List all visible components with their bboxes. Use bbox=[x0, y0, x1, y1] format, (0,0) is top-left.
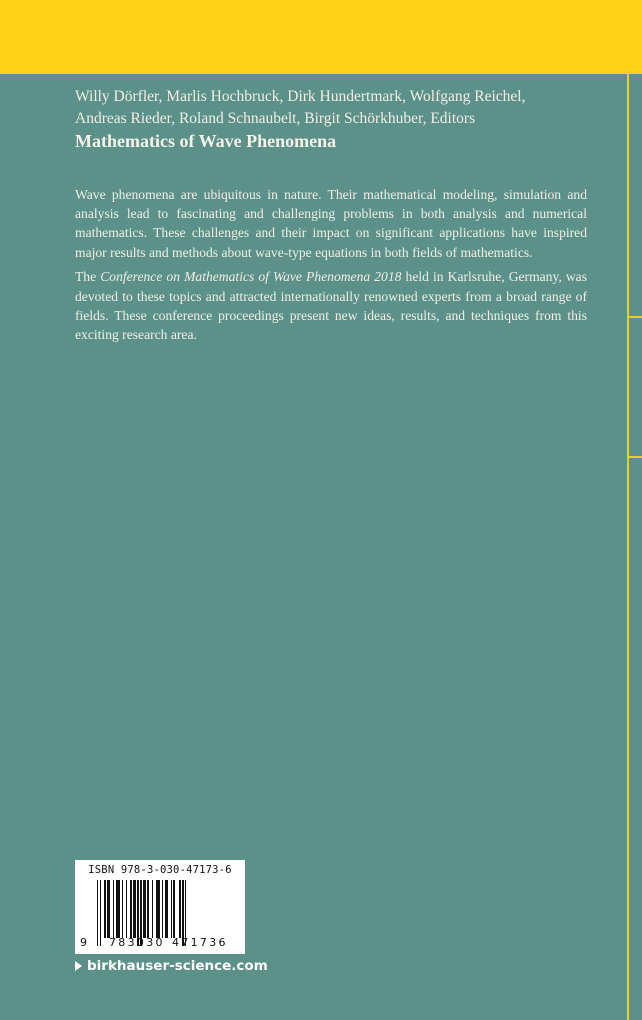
isbn-label: ISBN 978-3-030-47173-6 bbox=[88, 864, 232, 876]
paragraph-2-rest: held in Karlsruhe, Germany, was devoted to these topics and attracted internationally renowned experts from a broad range of fields. These conference proceedings present new ideas, results, and techniques from this exciting research area. bbox=[75, 269, 587, 342]
barcode-bars bbox=[97, 880, 237, 940]
description-paragraph-1: Wave phenomena are ubiquitous in nature. Their mathematical modeling, simulation and analysis lead to fascinating and challenging problems in both analysis and numerical mathematics. These challenges and their impact on significant applications have inspired major results and methods about wave-type equations in both fields of mathematics. bbox=[75, 187, 587, 260]
top-color-band bbox=[0, 0, 642, 74]
play-arrow-icon bbox=[75, 961, 82, 971]
isbn-barcode bbox=[75, 860, 245, 954]
conference-name: Conference on Mathematics of Wave Phenomena 2018 bbox=[100, 269, 402, 285]
editors-line-1: Willy Dörfler, Marlis Hochbruck, Dirk Hundertmark, Wolfgang Reichel, bbox=[75, 88, 526, 105]
spine-fold-line bbox=[627, 74, 629, 1020]
barcode-digits-right: 471736 bbox=[172, 936, 228, 949]
book-title: Mathematics of Wave Phenomena bbox=[75, 131, 337, 151]
spine-tick-lower bbox=[627, 456, 642, 458]
publisher-website-link[interactable] bbox=[75, 958, 268, 974]
paragraph-2-lead: The bbox=[75, 269, 101, 285]
website-label: birkhauser-science.com bbox=[87, 958, 268, 974]
book-description bbox=[75, 185, 587, 350]
description-paragraph-2 bbox=[75, 267, 587, 344]
barcode-digits-left: 783030 bbox=[109, 936, 165, 949]
spine-tick-upper bbox=[627, 316, 642, 318]
editors-line-2: Andreas Rieder, Roland Schnaubelt, Birgit Schörkhuber, Editors bbox=[75, 110, 476, 127]
barcode-digit-first: 9 bbox=[80, 936, 87, 949]
editors-list bbox=[75, 86, 595, 130]
